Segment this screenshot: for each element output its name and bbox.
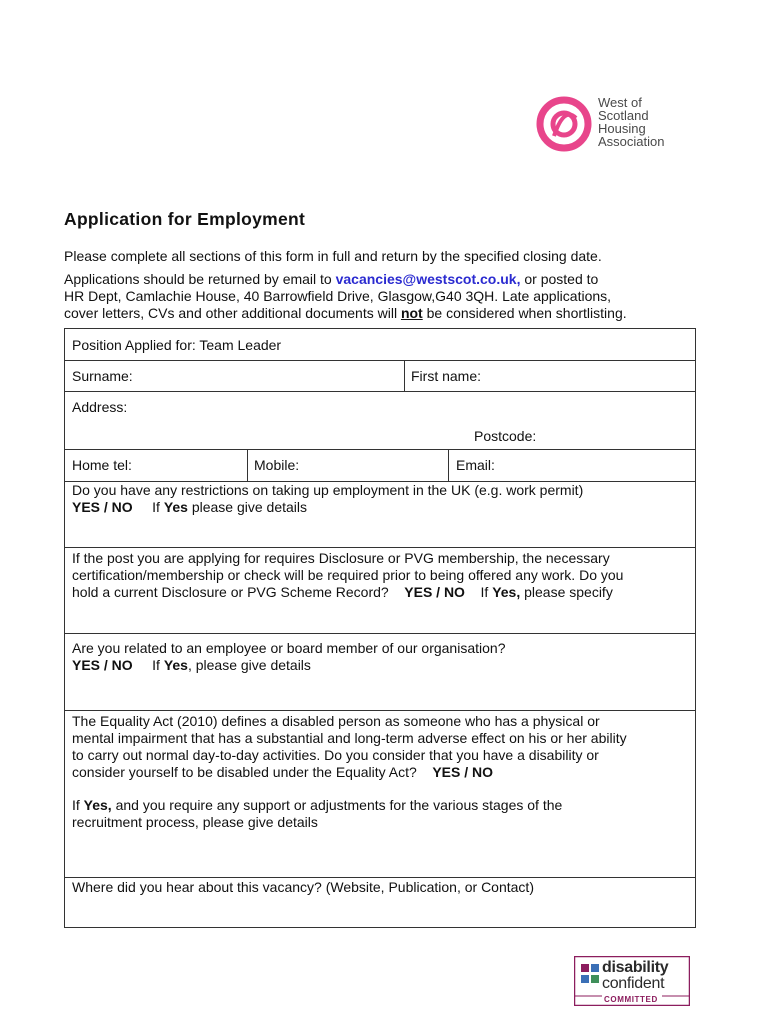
disclosure-line-2: certification/membership or check will be required prior to being offered any work. Do you	[72, 567, 624, 583]
badge-word-confident: confident	[602, 975, 665, 992]
disclosure-line-3: hold a current Disclosure or PVG Scheme Record?	[72, 584, 389, 600]
restrictions-question[interactable]	[65, 482, 695, 516]
if-text: If	[152, 657, 164, 673]
yes-no-option[interactable]: YES / NO	[432, 764, 494, 780]
details-text: please give details	[187, 499, 308, 515]
support-line-1: and you require any support or adjustments for the various stages of the	[111, 797, 563, 813]
address-field[interactable]: Address:	[72, 399, 128, 415]
logo-line-4: Association	[598, 134, 665, 149]
vacancy-source-field[interactable]: Where did you hear about this vacancy? (Website, Publication, or Contact)	[72, 879, 534, 895]
if-text: If	[72, 797, 84, 813]
return-post: or posted to	[520, 271, 599, 287]
yes-no-option[interactable]: YES / NO	[72, 499, 133, 515]
related-text: Are you related to an employee or board member of our organisation?	[72, 640, 506, 656]
badge-word-disability: disability	[602, 959, 669, 976]
equality-line-4: consider yourself to be disabled under the Equality Act?	[72, 764, 417, 780]
logo-text	[598, 96, 664, 148]
row-divider	[65, 633, 695, 634]
row-divider	[65, 449, 695, 450]
disclosure-question[interactable]	[65, 550, 695, 601]
restrictions-text: Do you have any restrictions on taking up employment in the UK (e.g. work permit)	[72, 482, 584, 498]
surname-field[interactable]: Surname:	[72, 368, 133, 384]
if-text: If	[152, 499, 164, 515]
disclosure-line-1: If the post you are applying for requires Disclosure or PVG membership, the necessary	[72, 550, 610, 566]
yes-emphasis: Yes,	[492, 584, 521, 600]
return-line3-post: be considered when shortlisting.	[422, 305, 627, 321]
if-text: If	[480, 584, 493, 600]
details-text: , please give details	[187, 657, 311, 673]
logo-swirl-icon	[536, 96, 592, 152]
not-emphasis: not	[400, 305, 423, 321]
vacancies-email-link[interactable]: vacancies@westscot.co.uk,	[335, 271, 521, 287]
row-divider	[65, 877, 695, 878]
logo-line-3: Housing	[598, 121, 646, 136]
specify-text: please specify	[520, 584, 613, 600]
postal-address: HR Dept, Camlachie House, 40 Barrowfield Drive, Glasgow,G40 3QH. Late applications,	[64, 288, 612, 304]
return-pre: Applications should be returned by email to	[64, 271, 336, 287]
equality-question[interactable]	[65, 713, 695, 781]
equality-line-2: mental impairment that has a substantial and long-term adverse effect on his or her ability	[72, 730, 627, 746]
logo-line-1: West of	[598, 95, 642, 110]
row-divider	[65, 547, 695, 548]
equality-line-1: The Equality Act (2010) defines a disabled person as someone who has a physical or	[72, 713, 600, 729]
support-question[interactable]	[65, 797, 695, 831]
application-form-table	[64, 328, 696, 928]
yes-emphasis: Yes	[163, 657, 188, 673]
page-title: Application for Employment	[64, 209, 306, 229]
instruction-text: Please complete all sections of this form in full and return by the specified closing date.	[64, 248, 602, 264]
yes-emphasis: Yes,	[83, 797, 112, 813]
row-divider	[65, 360, 695, 361]
return-line3-pre: cover letters, CVs and other additional documents will	[64, 305, 401, 321]
position-field[interactable]: Position Applied for: Team Leader	[72, 337, 282, 353]
row-divider	[65, 710, 695, 711]
yes-no-option[interactable]: YES / NO	[72, 657, 133, 673]
related-question[interactable]	[65, 640, 695, 674]
mobile-field[interactable]: Mobile:	[254, 457, 300, 473]
logo-line-2: Scotland	[598, 108, 649, 123]
yes-emphasis: Yes	[163, 499, 188, 515]
postcode-field[interactable]: Postcode:	[474, 428, 537, 444]
return-instructions	[64, 271, 704, 322]
email-field[interactable]: Email:	[456, 457, 495, 473]
row-divider	[65, 391, 695, 392]
badge-word-committed: COMMITTED	[604, 995, 658, 1004]
home-tel-field[interactable]: Home tel:	[72, 457, 132, 473]
support-line-2: recruitment process, please give details	[72, 814, 318, 830]
equality-line-3: to carry out normal day-to-day activities. Do you consider that you have a disability or	[72, 747, 599, 763]
disability-confident-badge	[574, 956, 690, 1006]
organisation-logo	[536, 94, 696, 156]
first-name-field[interactable]: First name:	[411, 368, 482, 384]
yes-no-option[interactable]: YES / NO	[404, 584, 465, 600]
